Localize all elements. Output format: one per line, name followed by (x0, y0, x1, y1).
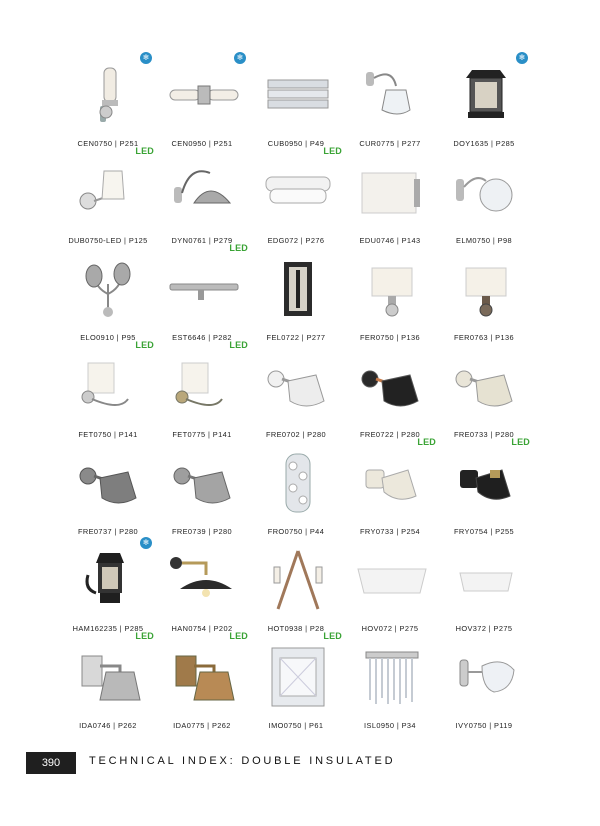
product-caption: FEL0722 | P277 (266, 333, 326, 342)
product-entry (60, 52, 156, 148)
black-lantern-wall-light-icon (70, 545, 150, 615)
led-badge: LED (135, 340, 154, 350)
product-caption: FRE0702 | P280 (265, 430, 327, 439)
product-row (60, 340, 560, 440)
crystal-bowl-wall-light-icon (446, 642, 526, 712)
triangle-frame-wall-light-icon (258, 545, 338, 615)
product-caption: IVY0750 | P119 (455, 721, 513, 730)
crystal-bar-wall-light-icon (258, 60, 338, 130)
product-entry (248, 343, 344, 439)
product-caption: FRY0733 | P254 (360, 527, 420, 536)
product-caption: HOV372 | P275 (455, 624, 513, 633)
led-badge: LED (229, 631, 248, 641)
product-caption: FRE0739 | P280 (171, 527, 233, 536)
product-entry (436, 634, 532, 730)
led-badge: LED (229, 243, 248, 253)
swan-neck-glass-wall-light-icon (352, 60, 432, 130)
product-entry (248, 52, 344, 148)
product-caption: CUB0950 | P49 (267, 139, 325, 148)
box-frame-wall-light-icon (258, 254, 338, 324)
product-entry (436, 537, 532, 633)
led-badge: LED (323, 146, 342, 156)
cream-cone-spot-icon (352, 448, 432, 518)
ip-rated-icon: ❄ (140, 52, 152, 64)
led-badge: LED (229, 340, 248, 350)
drum-shade-bronze-wall-light-icon (446, 254, 526, 324)
twin-smoked-glass-wall-light-icon (70, 254, 150, 324)
plaster-uplighter-icon (352, 545, 432, 615)
product-entry (248, 440, 344, 536)
product-caption: DUB0750-LED | P125 (68, 236, 148, 245)
product-row (60, 537, 560, 634)
product-entry (436, 343, 532, 439)
product-caption: FER0750 | P136 (359, 333, 421, 342)
product-caption: ELM0750 | P98 (455, 236, 512, 245)
crystal-cluster-wall-light-icon (258, 448, 338, 518)
product-entry (154, 149, 250, 245)
led-badge: LED (417, 437, 436, 447)
product-caption: HOT0938 | P28 (267, 624, 325, 633)
product-entry (342, 634, 438, 730)
product-caption: FRY0754 | P255 (454, 527, 514, 536)
led-badge: LED (135, 146, 154, 156)
led-badge: LED (323, 631, 342, 641)
product-caption: FRE0733 | P280 (453, 430, 515, 439)
product-entry (436, 52, 532, 148)
picture-light-icon (164, 254, 244, 324)
led-badge: LED (511, 437, 530, 447)
black-spot-wall-light-icon (352, 351, 432, 421)
product-row (60, 146, 560, 246)
product-caption: FET0750 | P141 (78, 430, 138, 439)
swan-neck-dome-wall-light-icon (164, 157, 244, 227)
product-entry (154, 631, 250, 730)
product-caption: EDU0746 | P143 (359, 236, 421, 245)
chrome-industrial-wall-light-icon (70, 642, 150, 712)
shade-wall-light-icon (70, 157, 150, 227)
product-entry (436, 149, 532, 245)
product-entry (60, 440, 156, 536)
product-caption: CEN0750 | P251 (77, 139, 139, 148)
product-entry (248, 246, 344, 342)
product-entry (60, 537, 156, 633)
product-entry (154, 243, 250, 342)
product-entry (342, 537, 438, 633)
product-entry (154, 52, 250, 148)
double-bar-wall-light-icon (164, 60, 244, 130)
product-caption: HAM162235 | P285 (72, 624, 144, 633)
product-caption: DYN0761 | P279 (171, 236, 233, 245)
brass-industrial-wall-light-icon (164, 642, 244, 712)
product-entry (60, 340, 156, 439)
product-caption: FRE0722 | P280 (359, 430, 421, 439)
product-entry (154, 340, 250, 439)
product-caption: EST6646 | P282 (172, 333, 232, 342)
product-caption: IDA0775 | P262 (173, 721, 231, 730)
product-row (60, 437, 560, 537)
page-title: TECHNICAL INDEX: DOUBLE INSULATED (89, 755, 396, 767)
white-spot-wall-light-icon (258, 351, 338, 421)
product-caption: FET0775 | P141 (172, 430, 232, 439)
ip-rated-icon: ❄ (516, 52, 528, 64)
mirror-crystal-wall-light-icon (258, 642, 338, 712)
product-row (60, 243, 560, 343)
cream-spot-wall-light-icon (446, 351, 526, 421)
product-entry (60, 631, 156, 730)
product-entry (436, 437, 532, 536)
product-entry (342, 149, 438, 245)
product-entry (342, 246, 438, 342)
grey-spot-wall-light-icon (70, 448, 150, 518)
product-entry (342, 437, 438, 536)
lantern-wall-light-icon (446, 60, 526, 130)
product-entry (248, 146, 344, 245)
product-caption: EDG072 | P276 (267, 236, 325, 245)
product-row (60, 631, 560, 731)
product-caption: IDA0746 | P262 (79, 721, 137, 730)
layered-flush-wall-light-icon (258, 157, 338, 227)
product-caption: ELO0910 | P95 (80, 333, 136, 342)
drum-shade-wall-light-icon (352, 254, 432, 324)
product-entry (154, 537, 250, 633)
reading-arm-brass-wall-light-icon (164, 351, 244, 421)
product-entry (248, 537, 344, 633)
product-caption: HOV072 | P275 (361, 624, 419, 633)
product-caption: FRO0750 | P44 (267, 527, 325, 536)
product-row (60, 52, 560, 149)
led-badge: LED (135, 631, 154, 641)
page-number: 390 (26, 752, 76, 774)
product-entry (342, 52, 438, 148)
product-entry (154, 440, 250, 536)
light-grey-spot-wall-light-icon (164, 448, 244, 518)
chrome-bar-wall-light-icon (70, 60, 150, 130)
product-caption: IMO0750 | P61 (268, 721, 324, 730)
product-caption: DOY1635 | P285 (453, 139, 515, 148)
product-caption: CUR0775 | P277 (359, 139, 421, 148)
square-fabric-wall-light-icon (352, 157, 432, 227)
product-caption: FRE0737 | P280 (77, 527, 139, 536)
product-caption: CEN0950 | P251 (171, 139, 233, 148)
ip-rated-icon: ❄ (234, 52, 246, 64)
ip-rated-icon: ❄ (140, 537, 152, 549)
reading-arm-wall-light-icon (70, 351, 150, 421)
product-caption: HAN0754 | P202 (171, 624, 233, 633)
product-entry (60, 146, 156, 245)
crystal-globe-wall-light-icon (446, 157, 526, 227)
product-entry (60, 246, 156, 342)
product-entry (342, 343, 438, 439)
product-grid (60, 52, 560, 731)
product-caption: FER0763 | P136 (453, 333, 515, 342)
product-entry (248, 631, 344, 730)
industrial-arm-wall-light-icon (164, 545, 244, 615)
plaster-uplighter-small-icon (446, 545, 526, 615)
product-entry (436, 246, 532, 342)
product-caption: ISL0950 | P34 (364, 721, 416, 730)
black-cone-spot-icon (446, 448, 526, 518)
glass-rod-wall-light-icon (352, 642, 432, 712)
